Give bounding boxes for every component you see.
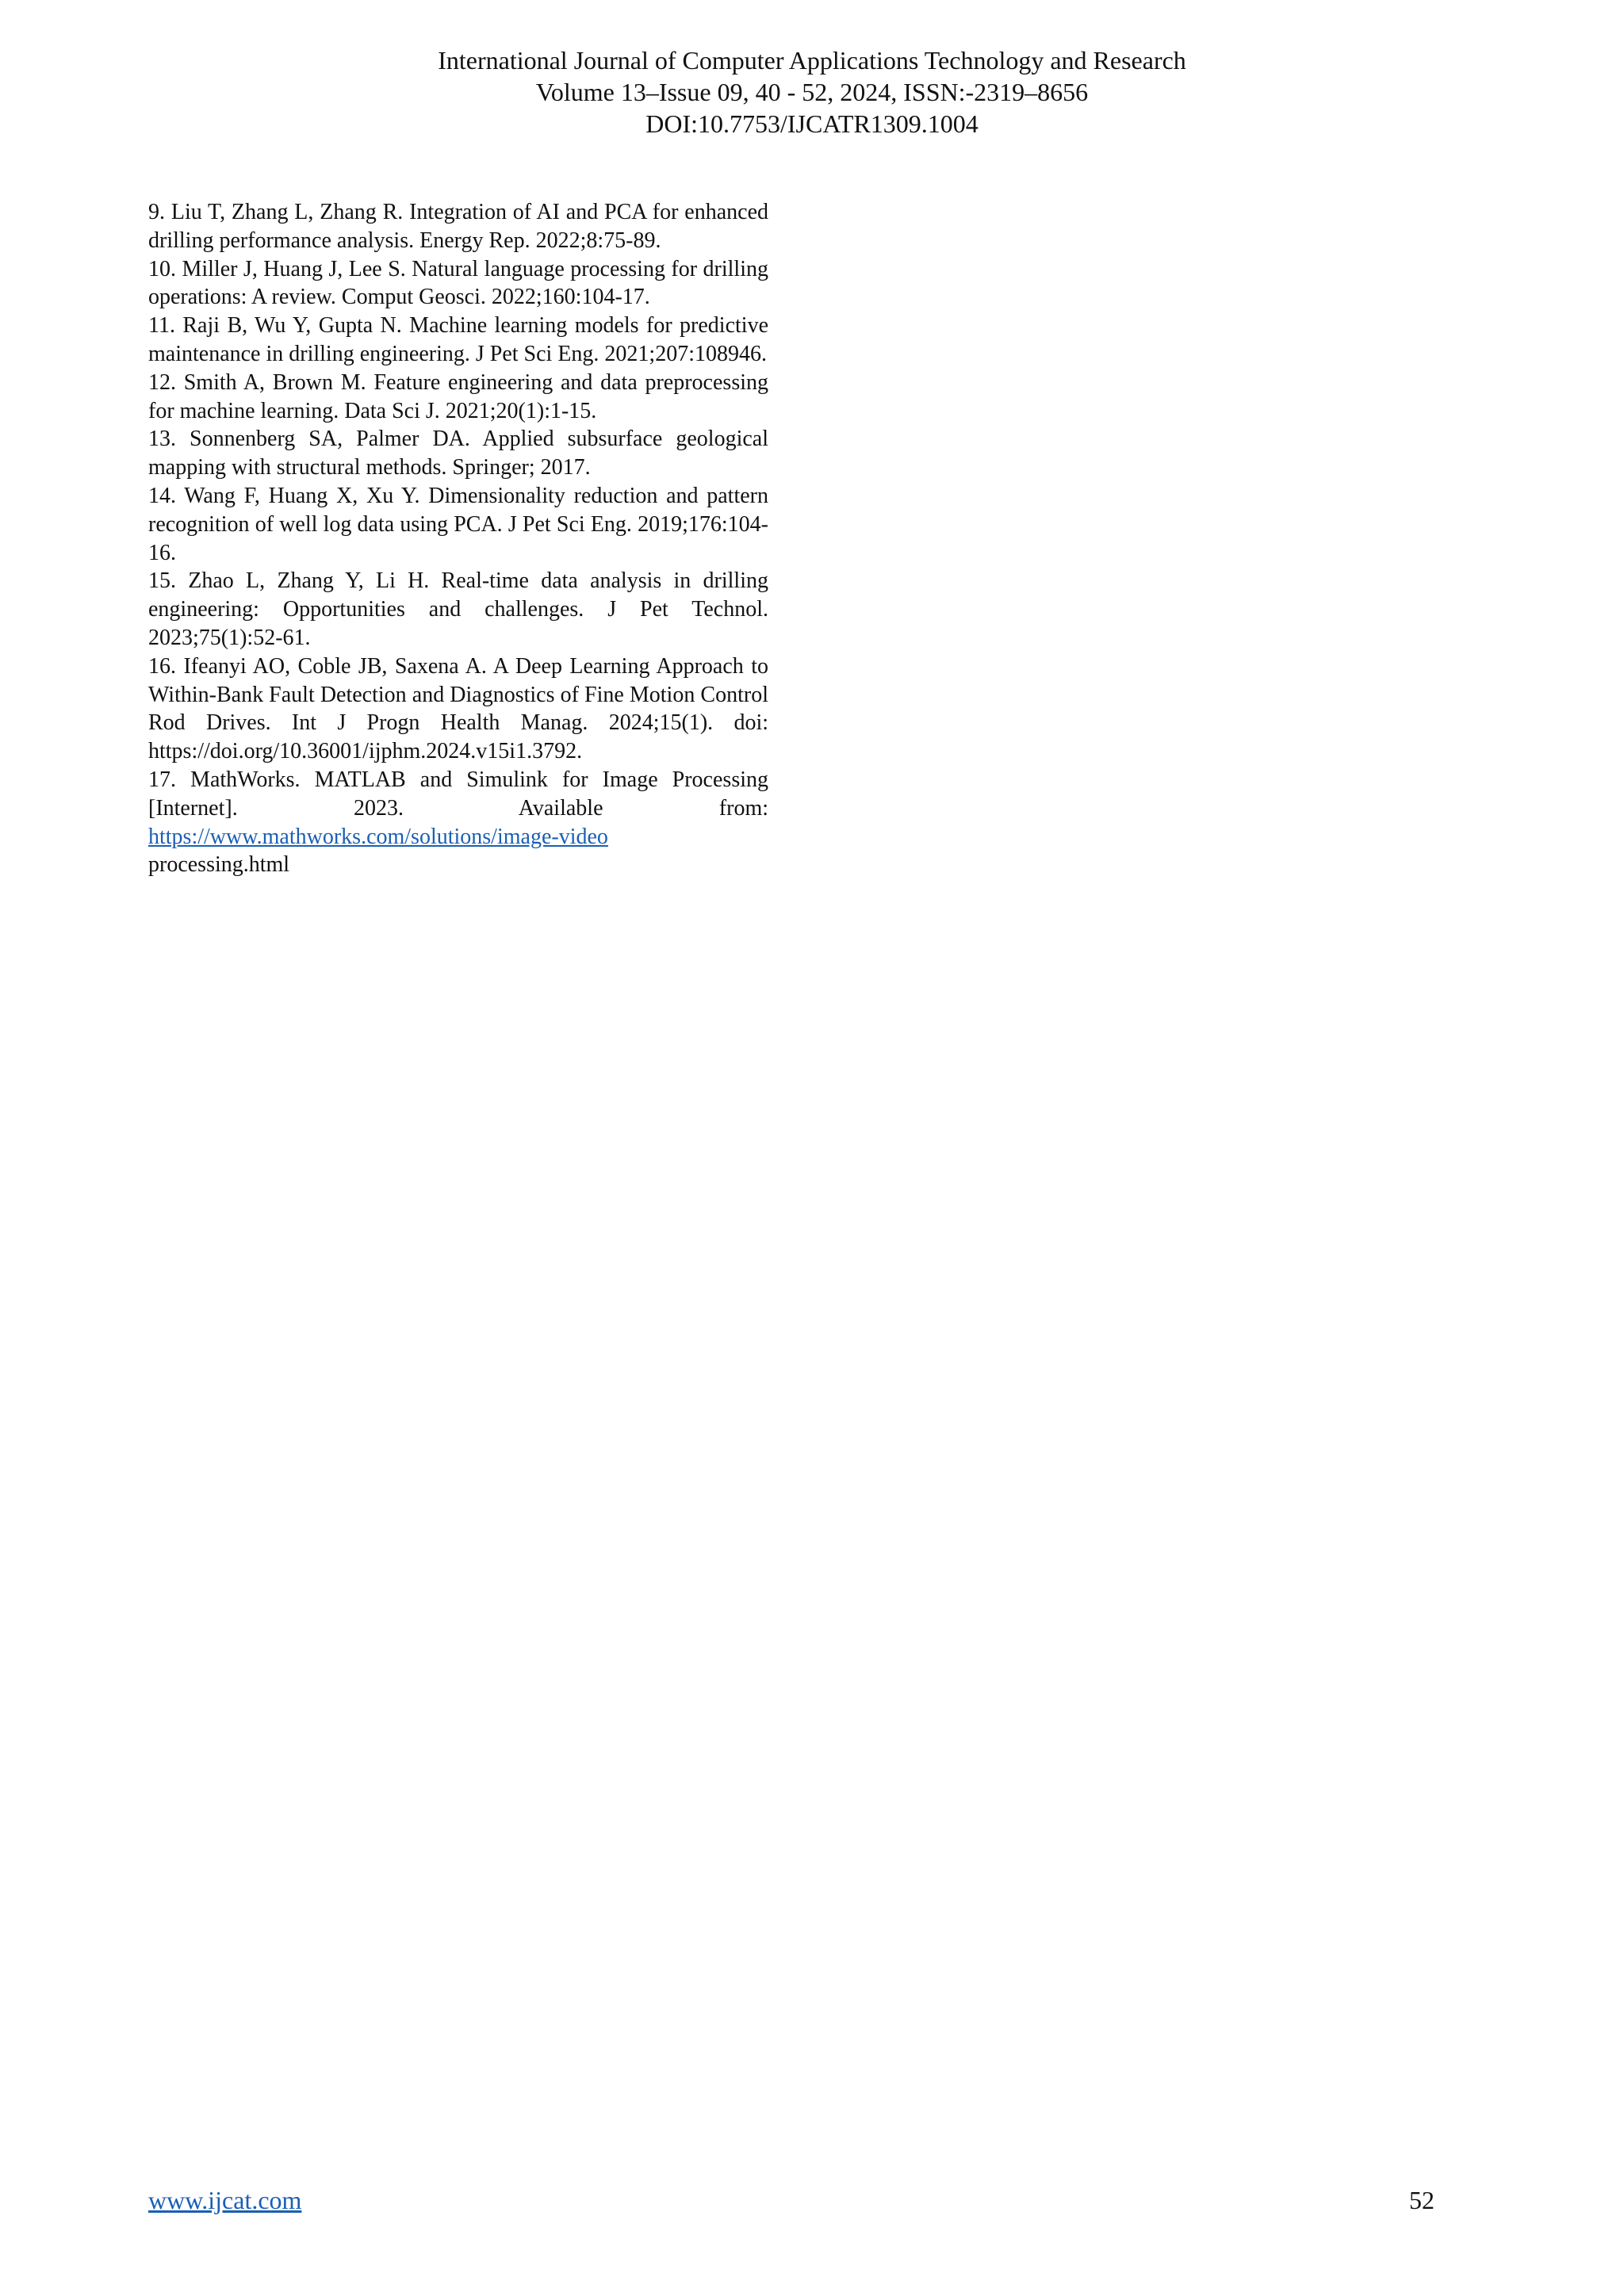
website-link[interactable]: www.ijcat.com xyxy=(148,2186,302,2214)
reference-item: 15. Zhao L, Zhang Y, Li H. Real-time data analysis in drilling engineering: Opportunities and challenges. J Pet Technol. 2023;75(1):52-61. xyxy=(148,568,768,650)
reference-link-line xyxy=(148,823,768,851)
reference-link[interactable]: https://www.mathworks.com/solutions/image-video xyxy=(148,824,608,849)
reference-text-tail: processing.html xyxy=(148,852,290,878)
reference-item xyxy=(148,652,768,766)
page-number: 52 xyxy=(1409,2186,1434,2214)
reference-item: 11. Raji B, Wu Y, Gupta N. Machine learning models for predictive maintenance in drilling engineering. J Pet Sci Eng. 2021;207:108946. xyxy=(148,313,768,366)
journal-volume-issue: Volume 13–Issue 09, 40 - 52, 2024, ISSN:-2319–8656 xyxy=(535,78,1089,106)
reference-text: 16. Ifeanyi AO, Coble JB, Saxena A. A Deep Learning Approach to Within-Bank Fault Detection and Diagnostics of Fine Motion Control Rod Drives. Int J Progn Health Manag. 2024;15(1). doi: xyxy=(148,653,768,736)
page-header xyxy=(0,44,1624,140)
journal-title: International Journal of Computer Applications Technology and Research xyxy=(438,46,1186,75)
reference-list xyxy=(148,198,768,879)
reference-item: 13. Sonnenberg SA, Palmer DA. Applied subsurface geological mapping with structural methods. Springer; 2017. xyxy=(148,427,768,480)
journal-doi: DOI:10.7753/IJCATR1309.1004 xyxy=(645,109,979,138)
reference-item: 12. Smith A, Brown M. Feature engineering and data preprocessing for machine learning. Data Sci J. 2021;20(1):1-15. xyxy=(148,369,768,423)
reference-text: 17. MathWorks. MATLAB and Simulink for Image Processing [Internet]. 2023. Available from: xyxy=(148,767,768,821)
reference-doi: https://doi.org/10.36001/ijphm.2024.v15i1.3792. xyxy=(148,739,583,764)
reference-item: 10. Miller J, Huang J, Lee S. Natural language processing for drilling operations: A review. Comput Geosci. 2022;160:104-17. xyxy=(148,256,768,310)
reference-item: 9. Liu T, Zhang L, Zhang R. Integration of AI and PCA for enhanced drilling performance analysis. Energy Rep. 2022;8:75-89. xyxy=(148,200,768,253)
reference-item: 14. Wang F, Huang X, Xu Y. Dimensionality reduction and pattern recognition of well log data using PCA. J Pet Sci Eng. 2019;176:104-16. xyxy=(148,483,768,565)
reference-item xyxy=(148,766,768,879)
